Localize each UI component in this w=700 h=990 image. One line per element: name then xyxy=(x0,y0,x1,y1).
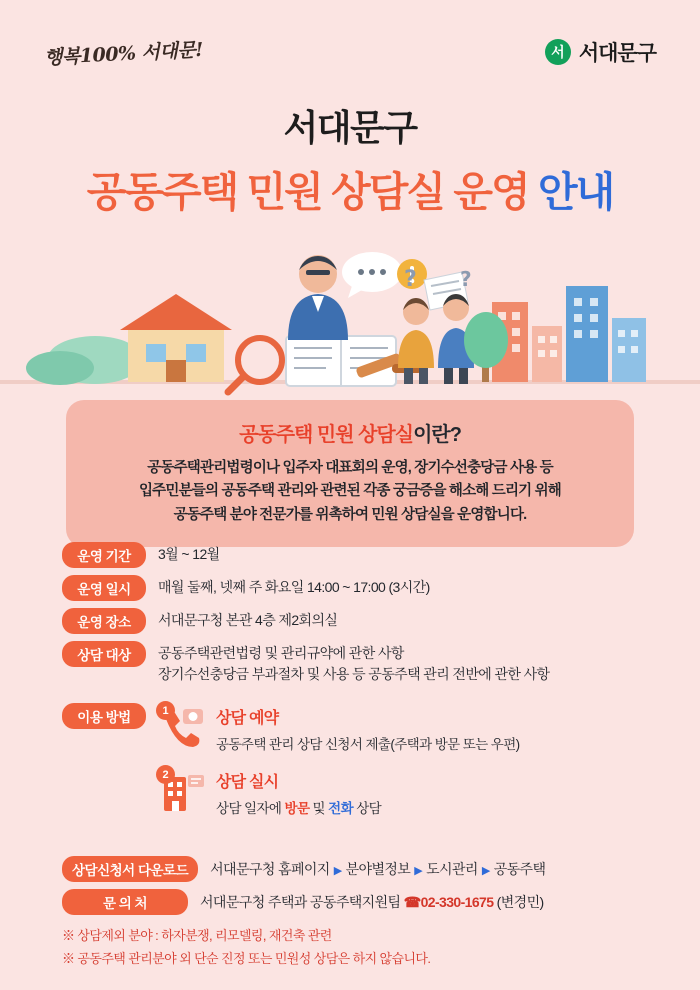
intro-heading xyxy=(82,418,618,447)
page-title xyxy=(0,100,700,218)
usage-steps xyxy=(158,703,520,831)
info-row-location xyxy=(62,608,662,634)
step-title: 상담 실시 xyxy=(216,774,279,791)
info-row-target xyxy=(62,641,662,685)
download-path-step: 공동주택 xyxy=(493,861,546,877)
info-row-period xyxy=(62,542,662,568)
contact-tag: 문 의 처 xyxy=(62,889,188,915)
info-tag: 운영 장소 xyxy=(62,608,146,634)
download-path-step: 도시관리 xyxy=(426,861,478,877)
info-tag: 운영 기간 xyxy=(62,542,146,568)
info-list xyxy=(62,542,662,692)
info-tag: 운영 일시 xyxy=(62,575,146,601)
contact-suffix: (변경민) xyxy=(493,894,544,910)
intro-body-line-1: 공동주택관리법령이나 입주자 대표회의 운영, 장기수선충당금 사용 등 xyxy=(147,460,553,476)
step-desc-mid: 및 xyxy=(309,801,329,816)
building-icon xyxy=(158,767,206,813)
brand xyxy=(545,37,656,67)
title-line-2-main: 공동주택 민원 상담실 운영 xyxy=(86,169,538,215)
phone-icon: ☎ xyxy=(403,894,421,910)
contact-row xyxy=(62,889,672,915)
intro-heading-highlight: 공동주택 민원 상담실 xyxy=(239,424,414,446)
info-value: 서대문구청 본관 4층 제2회의실 xyxy=(158,612,338,628)
step-number-badge: 2 xyxy=(156,765,175,784)
step-description: 공동주택 관리 상담 신청서 제출(주택과 방문 또는 우편) xyxy=(216,737,520,752)
download-path-step: 서대문구청 홈페이지 xyxy=(210,861,330,877)
contact-phone: 02-330-1675 xyxy=(420,894,494,910)
illustration xyxy=(0,240,700,400)
intro-body-line-2: 입주민분들의 공동주택 관리와 관련된 각종 궁금증을 해소해 드리기 위해 xyxy=(138,483,562,500)
contact-value xyxy=(200,892,544,912)
step-desc-pre: 상담 일자에 xyxy=(216,801,285,816)
intro-heading-tail: 이란? xyxy=(413,424,461,446)
download-tag: 상담신청서 다운로드 xyxy=(62,856,198,882)
note-item: ※ 공동주택 관리분야 외 단순 진정 또는 민원성 상담은 하지 않습니다. xyxy=(62,951,431,966)
illustration-svg xyxy=(0,240,700,400)
step-desc-highlight-2: 전화 xyxy=(328,801,354,816)
title-line-2-accent: 안내 xyxy=(538,169,614,215)
slogan-text: 행복100% 서대문! xyxy=(43,38,204,69)
download-row xyxy=(62,856,672,882)
usage-section xyxy=(62,703,662,831)
header xyxy=(0,26,700,78)
svg-text:?: ? xyxy=(460,267,472,291)
title-line-2 xyxy=(0,159,700,218)
download-path-step: 분야별정보 xyxy=(345,861,411,877)
info-row-schedule xyxy=(62,575,662,601)
info-value-secondary: 장기수선충당금 부과절차 및 사용 등 공동주택 관리 전반에 관한 사항 xyxy=(158,666,550,682)
contact-prefix: 서대문구청 주택과 공동주택지원팀 xyxy=(200,894,404,910)
info-value-group xyxy=(158,641,549,685)
info-value: 매월 둘째, 넷째 주 화요일 14:00 ~ 17:00 (3시간) xyxy=(158,579,430,595)
info-tag: 상담 대상 xyxy=(62,641,146,667)
arrow-right-icon: ▶ xyxy=(481,865,490,877)
usage-step-2 xyxy=(158,767,520,817)
download-path xyxy=(210,859,545,879)
step-desc-post: 상담 xyxy=(353,801,382,816)
usage-step-1 xyxy=(158,703,520,753)
info-value: 공동주택관련법령 및 관리규약에 관한 사항 xyxy=(158,645,404,661)
usage-tag: 이용 방법 xyxy=(62,703,146,729)
phone-camera-icon xyxy=(158,703,206,749)
step-desc-highlight-1: 방문 xyxy=(284,801,310,816)
info-value: 3월 ~ 12월 xyxy=(158,546,220,562)
brand-name: 서대문구 xyxy=(578,42,656,65)
step-title: 상담 예약 xyxy=(216,710,279,727)
step-number-badge: 1 xyxy=(156,701,175,720)
note-item: ※ 상담제외 분야 : 하자분쟁, 리모델링, 재건축 관련 xyxy=(62,928,332,943)
bottom-section xyxy=(62,856,672,971)
intro-card xyxy=(66,400,634,547)
intro-body-line-3: 공동주택 분야 전문가를 위촉하여 민원 상담실을 운영합니다. xyxy=(173,506,527,523)
svg-text:?: ? xyxy=(404,267,417,292)
intro-body xyxy=(82,457,618,527)
arrow-right-icon: ▶ xyxy=(414,865,423,877)
title-line-1: 서대문구 xyxy=(283,107,417,148)
step-description xyxy=(216,797,381,817)
arrow-right-icon: ▶ xyxy=(333,865,342,877)
seodaemun-logo-icon: 서 xyxy=(545,39,571,65)
notes xyxy=(62,925,672,967)
